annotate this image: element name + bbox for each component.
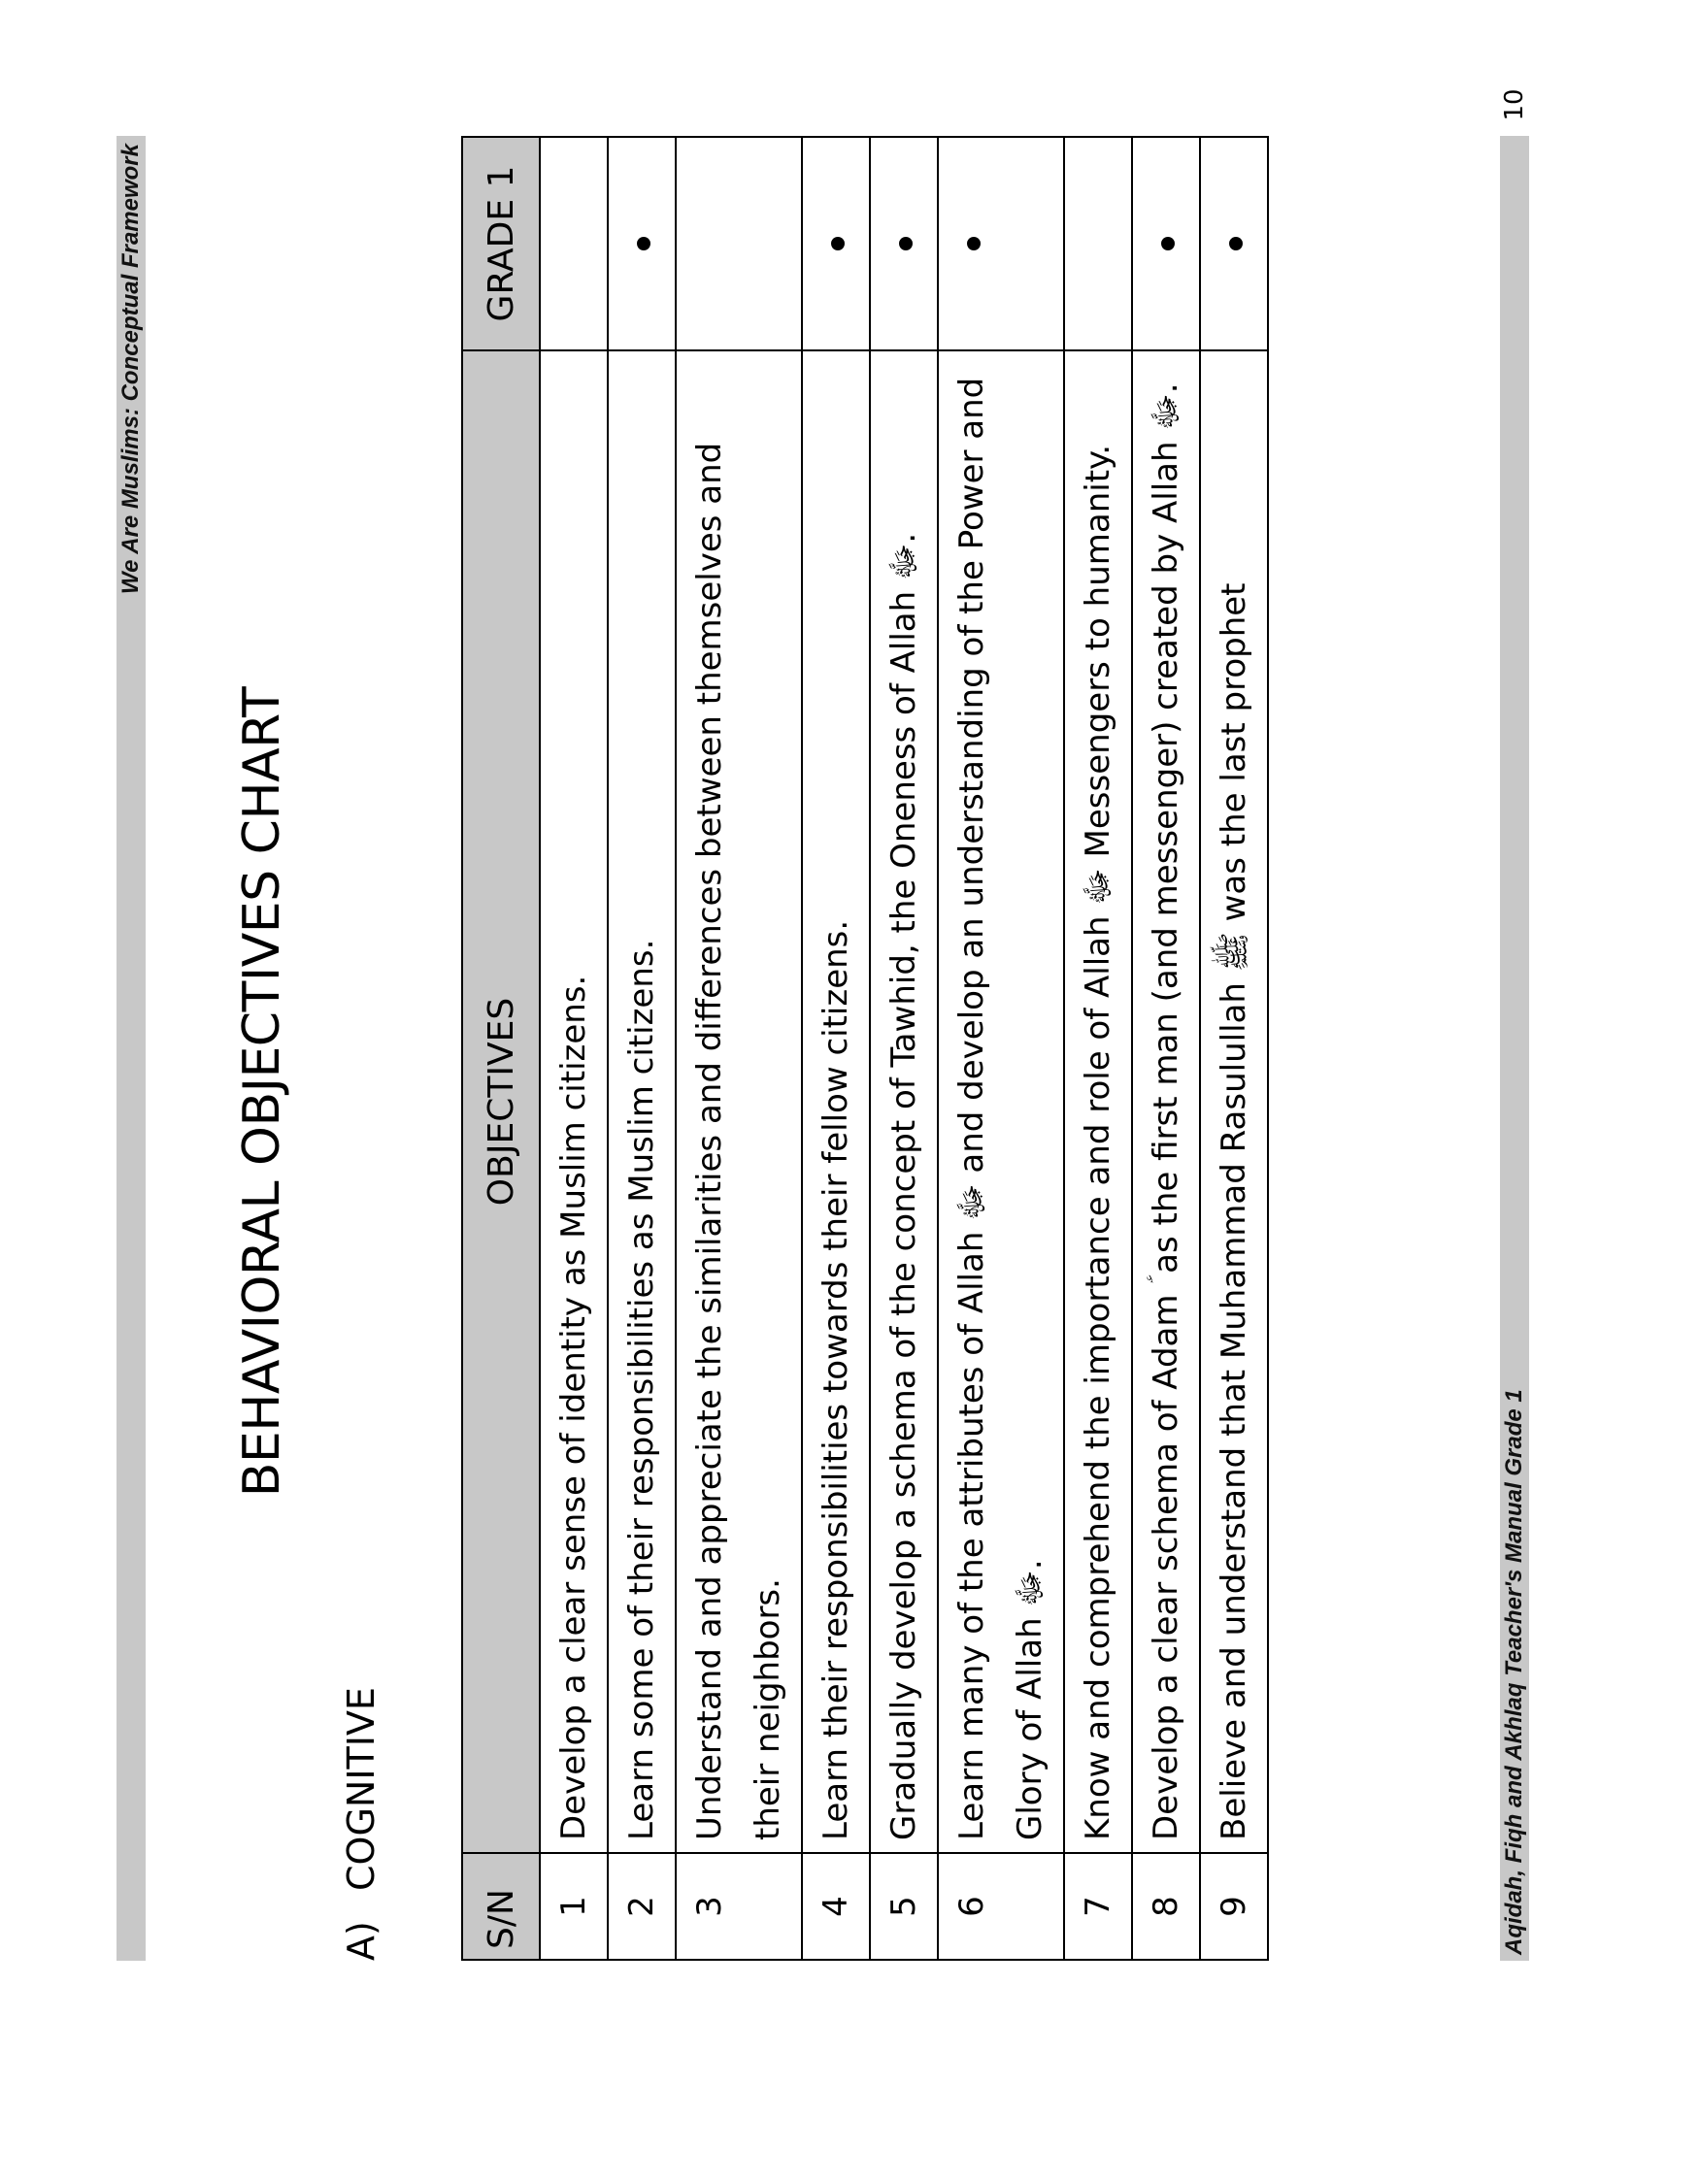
table-row <box>1132 137 1200 1960</box>
column-header-objectives: OBJECTIVES <box>462 350 540 1853</box>
footer-book-title: Aqidah, Fiqh and Akhlaq Teacher's Manual Grade 1 <box>1501 1389 1527 1955</box>
table-row <box>870 137 938 1960</box>
grade-cell <box>1132 137 1200 350</box>
page-number: 10 <box>1496 76 1533 134</box>
grade-cell <box>1200 137 1268 350</box>
row-number: 1 <box>540 1853 608 1960</box>
grade-cell <box>540 137 608 350</box>
table-row <box>802 137 870 1960</box>
column-header-grade: GRADE 1 <box>462 137 540 350</box>
row-number: 7 <box>1064 1853 1132 1960</box>
row-number: 4 <box>802 1853 870 1960</box>
table-row <box>540 137 608 1960</box>
table-row <box>608 137 676 1960</box>
header-bar <box>117 136 146 1961</box>
grade-cell <box>1064 137 1132 350</box>
objective-text: Learn many of the attributes of Allah ﷻ and develop an understanding of the Power and Glory of Allah ﷻ. <box>938 350 1064 1853</box>
section-heading <box>340 1687 383 1961</box>
table-row <box>938 137 1064 1960</box>
page-title: BEHAVIORAL OBJECTIVES CHART <box>233 686 291 1498</box>
column-header-sn: S/N <box>462 1853 540 1960</box>
running-title: We Are Muslims: Conceptual Framework <box>117 144 144 595</box>
objective-text: Know and comprehend the importance and role of Allah ﷻ Messengers to humanity. <box>1064 350 1132 1853</box>
grade-cell <box>870 137 938 350</box>
objectives-table <box>461 136 1269 1961</box>
table-header-row <box>462 137 540 1960</box>
grade-cell <box>802 137 870 350</box>
bullet-mark <box>1229 237 1243 250</box>
row-number: 2 <box>608 1853 676 1960</box>
objective-text: Gradually develop a schema of the concept of Tawhid, the Oneness of Allah ﷻ. <box>870 350 938 1853</box>
bullet-mark <box>1161 237 1175 250</box>
row-number: 8 <box>1132 1853 1200 1960</box>
table-row <box>1064 137 1132 1960</box>
row-number: 6 <box>938 1853 1064 1960</box>
bullet-mark <box>967 237 981 250</box>
table-row <box>676 137 802 1960</box>
section-letter: A) <box>340 1921 383 1961</box>
section-name: COGNITIVE <box>340 1687 383 1891</box>
bullet-mark <box>831 237 845 250</box>
objective-text: Learn some of their responsibilities as Muslim citizens. <box>608 350 676 1853</box>
objective-text: Develop a clear schema of Adam ؑ as the first man (and messenger) created by Allah ﷻ. <box>1132 350 1200 1853</box>
objective-text: Learn their responsibilities towards their fellow citizens. <box>802 350 870 1853</box>
row-number: 3 <box>676 1853 802 1960</box>
grade-cell <box>608 137 676 350</box>
grade-cell <box>676 137 802 350</box>
row-number: 9 <box>1200 1853 1268 1960</box>
table-row <box>1200 137 1268 1960</box>
footer-bar <box>1500 136 1529 1961</box>
objective-text: Understand and appreciate the similarities and differences between themselves and their neighbors. <box>676 350 802 1853</box>
grade-cell <box>938 137 1064 350</box>
bullet-mark <box>899 237 913 250</box>
objective-text: Develop a clear sense of identity as Muslim citizens. <box>540 350 608 1853</box>
row-number: 5 <box>870 1853 938 1960</box>
bullet-mark <box>637 237 650 250</box>
objective-text: Believe and understand that Muhammad Rasulullah ﷺ was the last prophet <box>1200 350 1268 1853</box>
